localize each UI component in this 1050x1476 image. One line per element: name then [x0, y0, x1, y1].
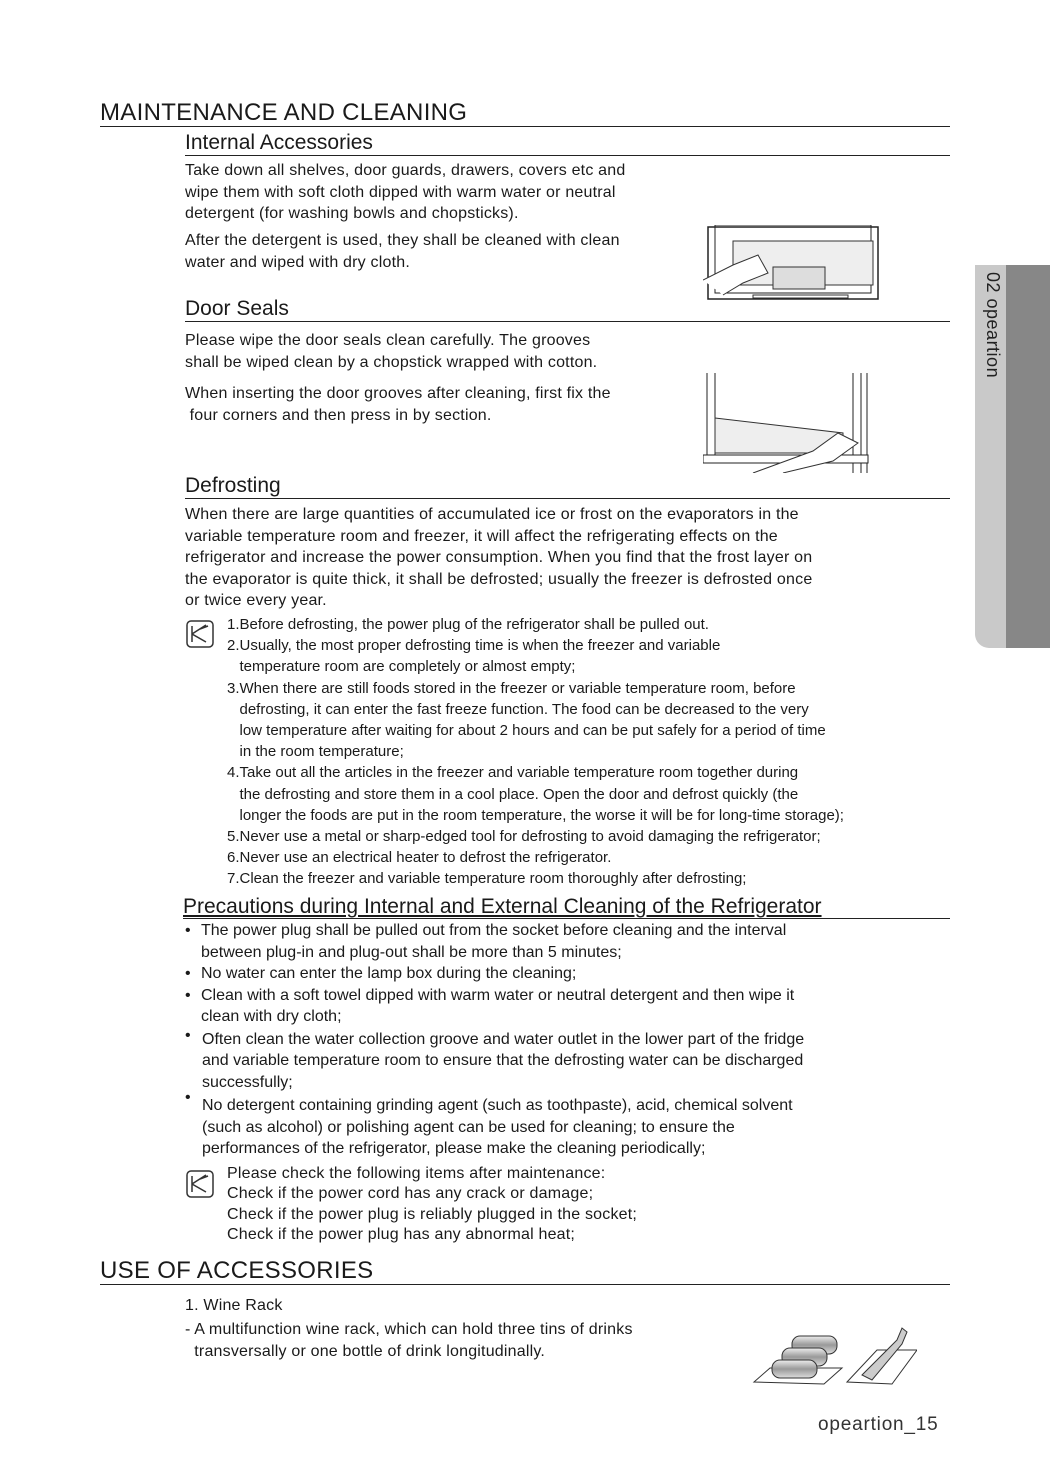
precaution-item: • No water can enter the lamp box during the cleaning; — [185, 963, 804, 985]
precaution-item: • No detergent containing grinding agent (such as toothpaste), acid, chemical solvent (such as alcohol) or polishing agent can be used for cleaning; to ensure the performances of the refrigerator, please make the cleaning periodically; — [185, 1089, 793, 1157]
heading-door-seals: Door Seals — [185, 297, 950, 322]
section-title-accessories: USE OF ACCESSORIES — [100, 1258, 950, 1285]
precaution-item: • The power plug shall be pulled out from the socket before cleaning and the interval between plug-in and plug-out shall be more than 5 minutes; — [185, 922, 787, 961]
shelf-cleaning-illustration — [703, 225, 883, 303]
wine-rack-illustration — [752, 1320, 917, 1386]
bullet-icon: • — [185, 986, 191, 1004]
side-tab-dark — [1006, 265, 1050, 648]
bullet-icon: • — [185, 1089, 191, 1106]
internal-para-1: Take down all shelves, door guards, drawers, covers etc and wipe them with soft cloth dipped with warm water or neutral detergent (for washing bowls and chopsticks). — [185, 162, 626, 222]
note-icon — [186, 620, 214, 648]
door-seal-illustration — [703, 373, 873, 473]
wine-rack-description: - A multifunction wine rack, which can hold three tins of drinks transversally or one bottle of drink longitudinally. — [185, 1321, 633, 1360]
side-tab-label: 02 opeartion — [983, 272, 1003, 379]
heading-internal-accessories: Internal Accessories — [185, 131, 950, 156]
maintenance-check-note: Please check the following items after maintenance: Check if the power cord has any crack or damage; Check if the power plug is reliably plugged in the socket; Check if the power plug has any abnormal heat; — [227, 1165, 638, 1243]
wine-rack-label: 1. Wine Rack — [185, 1297, 283, 1314]
seals-para-1: Please wipe the door seals clean carefully. The grooves shall be wiped clean by a chopstick wrapped with cotton. — [185, 332, 598, 371]
divider — [183, 918, 950, 919]
page-footer: opeartion_15 — [818, 1414, 939, 1435]
seals-para-2: When inserting the door grooves after cleaning, first fix the four corners and then press in by section. — [185, 385, 611, 424]
defrost-para: When there are large quantities of accumulated ice or frost on the evaporators in the variable temperature room and freezer, it will affect the refrigerating effects on the refrigerator and increase the power consumption. When you find that the frost layer on the evaporator is quite thick, it shall be defrosted; usually the freezer is defrosted once or twice every year. — [185, 506, 813, 609]
precaution-item: • Often clean the water collection groove and water outlet in the lower part of the fridge and variable temperature room to ensure that the defrosting water can be discharged successfully; — [185, 1026, 805, 1091]
internal-para-2: After the detergent is used, they shall be cleaned with clean water and wiped with dry cloth. — [185, 232, 620, 271]
bullet-icon: • — [185, 1026, 191, 1044]
heading-defrosting: Defrosting — [185, 474, 950, 499]
section-title-maintenance: MAINTENANCE AND CLEANING — [100, 100, 950, 127]
note-icon — [186, 1170, 214, 1198]
heading-precautions: Precautions during Internal and External Cleaning of the Refrigerator — [183, 895, 822, 918]
bullet-icon: • — [185, 965, 191, 982]
defrost-notes: 1.Before defrosting, the power plug of the refrigerator shall be pulled out. 2.Usually, the most proper defrosting time is when the freezer and variable temperature room are completely or almost empty; 3.When there are still foods stored in the freezer or variable temperature room, before defrosting, it can enter the fast freeze function. The food can be decreased to the very low temperature after waiting for about 2 hours and can be put safely for a period of time in the room temperature; 4.Take out all the articles in the freezer and variable temperature room together during the defrosting and store them in a cool place. Open the door and defrost quickly (the longer the foods are put in the room temperature, the worse it will be for long-time storage); 5.Never use a metal or sharp-edged tool for defrosting to avoid damaging the refrigerator; 6.Never use an electrical heater to defrost the refrigerator. 7.Clean the freezer and variable temperature room thoroughly after defrosting; — [227, 616, 844, 888]
precaution-list — [185, 920, 804, 1160]
bullet-icon: • — [185, 922, 191, 939]
precaution-item: • Clean with a soft towel dipped with warm water or neutral detergent and then wipe it clean with dry cloth; — [185, 986, 795, 1025]
